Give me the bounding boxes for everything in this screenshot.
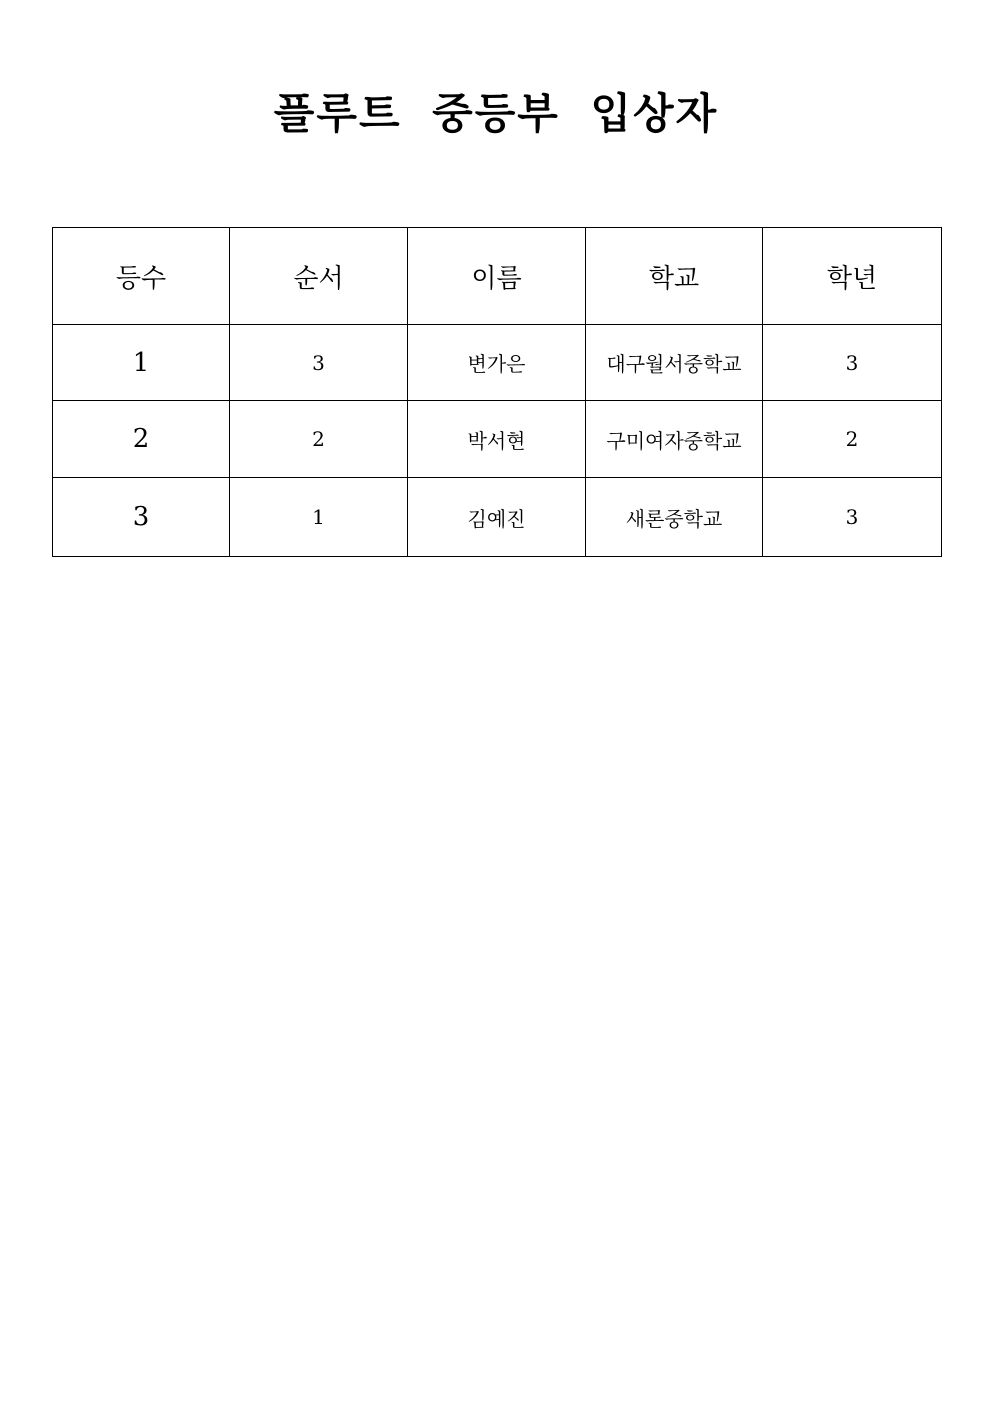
table-row (53, 401, 942, 478)
cell-order: 2 (230, 401, 408, 478)
cell-order: 1 (230, 478, 408, 557)
header-rank: 등수 (53, 228, 230, 325)
cell-rank: 1 (53, 325, 230, 401)
table-row (53, 325, 942, 401)
cell-grade: 2 (763, 401, 942, 478)
cell-school: 대구월서중학교 (586, 325, 763, 401)
page-title: 플루트 중등부 입상자 (273, 89, 719, 138)
cell-name: 변가은 (408, 325, 586, 401)
cell-school: 새론중학교 (586, 478, 763, 557)
cell-school: 구미여자중학교 (586, 401, 763, 478)
header-grade: 학년 (763, 228, 942, 325)
results-table (52, 227, 942, 557)
cell-name: 김예진 (408, 478, 586, 557)
cell-grade: 3 (763, 478, 942, 557)
table-header-row (53, 228, 942, 325)
cell-name: 박서현 (408, 401, 586, 478)
cell-rank: 3 (53, 478, 230, 557)
header-order: 순서 (230, 228, 408, 325)
cell-grade: 3 (763, 325, 942, 401)
header-name: 이름 (408, 228, 586, 325)
cell-rank: 2 (53, 401, 230, 478)
table-row (53, 478, 942, 557)
header-school: 학교 (586, 228, 763, 325)
cell-order: 3 (230, 325, 408, 401)
